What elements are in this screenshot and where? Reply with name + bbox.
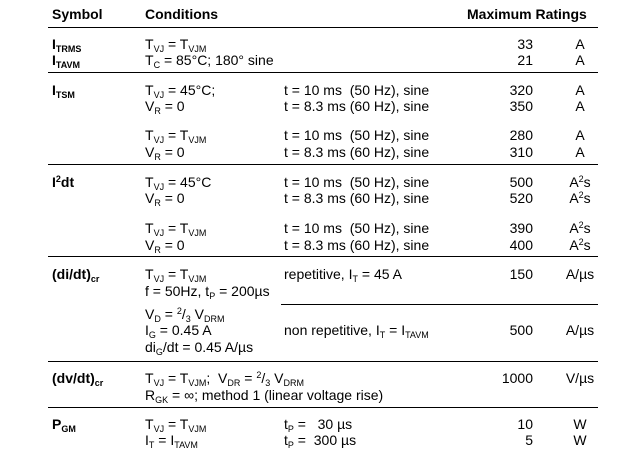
condition: $V_D = ^2/_3$ $V_{DRM}$ [145, 306, 225, 324]
rating-value: 310 [509, 144, 533, 160]
section-divider [48, 361, 598, 362]
condition: $R_{GK}$ = ∞; method 1 (linear voltage rise) [145, 387, 384, 405]
rating-value: 520 [509, 190, 533, 206]
rating-unit: A [575, 52, 585, 68]
rating-value: 500 [509, 174, 533, 190]
section-divider [48, 72, 598, 73]
rating-unit: $A^2s$ [569, 174, 591, 190]
condition: $di_G/dt = 0.45$ A/µs [145, 339, 254, 357]
rating-unit: $A^2s$ [569, 237, 591, 253]
rating-value: 400 [509, 237, 533, 253]
rating-unit: A [575, 82, 585, 98]
time-condition: t = 10 ms (50 Hz), sine [284, 174, 430, 190]
condition: $T_{VJ} = T_{VJM}$ [145, 266, 207, 284]
rating-value: 320 [509, 82, 533, 98]
symbol-pgm: $P_{GM}$ [52, 416, 76, 434]
time-condition: repetitive, $I_T = 45$ A [284, 266, 402, 284]
rating-value: 5 [525, 432, 533, 448]
condition: $I_G = 0.45$ A [145, 322, 212, 340]
condition: $V_R = 0$ [145, 237, 185, 255]
condition: $T_{VJ} = T_{VJM}$ [145, 416, 207, 434]
rating-unit: A [575, 36, 585, 52]
section-divider [48, 407, 598, 408]
time-condition: t = 10 ms (50 Hz), sine [284, 127, 430, 143]
sub-divider [281, 304, 598, 305]
condition: $T_{VJ} = 45^\circ C$; [145, 82, 216, 100]
section-divider [48, 164, 598, 165]
time-condition: non repetitive, $I_T = I_{TAVM}$ [284, 322, 429, 340]
rating-value: 21 [517, 52, 533, 68]
symbol-didt: $(di/dt)_{cr}$ [52, 266, 100, 284]
header-symbol: Symbol [52, 6, 103, 22]
rating-unit: W [573, 432, 587, 448]
condition: $T_{VJ} = T_{VJM}$; $V_{DR} = ^2/_3$ $V_{DRM}$ [145, 370, 304, 388]
time-condition: t = 10 ms (50 Hz), sine [284, 82, 430, 98]
time-condition: t = 8.3 ms (60 Hz), sine [284, 190, 430, 206]
condition: $V_R = 0$ [145, 98, 185, 116]
rating-value: 1000 [501, 370, 533, 386]
time-condition: t = 8.3 ms (60 Hz), sine [284, 144, 430, 160]
symbol-i2dt: $I^2dt$ [52, 174, 75, 190]
rating-unit: V/µs [565, 370, 595, 386]
header-max-ratings: Maximum Ratings [467, 6, 587, 22]
rating-value: 280 [509, 127, 533, 143]
rating-unit: A [575, 144, 585, 160]
rating-value: 150 [509, 266, 533, 282]
section-divider [48, 256, 598, 257]
condition: f = 50Hz, $t_P = 200\mu s$ [145, 283, 270, 301]
symbol-itavm: $I_{TAVM}$ [52, 52, 81, 70]
symbol-itsm: $I_{TSM}$ [52, 82, 75, 100]
rating-unit: $A^2s$ [569, 190, 591, 206]
condition: $T_C = 85^\circ C$; 180° sine [145, 52, 274, 70]
condition: $V_R = 0$ [145, 144, 185, 162]
time-condition: $t_P = 300$ µs [284, 432, 357, 450]
symbol-itrms: $I_{TRMS}$ [52, 36, 82, 54]
time-condition: t = 8.3 ms (60 Hz), sine [284, 237, 430, 253]
header-divider [48, 27, 598, 28]
condition: $V_R = 0$ [145, 190, 185, 208]
rating-value: 10 [517, 416, 533, 432]
condition: $T_{VJ} = T_{VJM}$ [145, 36, 207, 54]
condition: $T_{VJ} = 45^\circ C$ [145, 174, 212, 192]
rating-unit: A/µs [565, 322, 595, 338]
symbol-dvdt: $(dv/dt)_{cr}$ [52, 370, 104, 388]
condition: $I_T = I_{TAVM}$ [145, 432, 198, 450]
time-condition: t = 8.3 ms (60 Hz), sine [284, 98, 430, 114]
rating-value: 500 [509, 322, 533, 338]
rating-value: 350 [509, 98, 533, 114]
rating-unit: W [573, 416, 587, 432]
rating-unit: $A^2s$ [569, 220, 591, 236]
time-condition: t = 10 ms (50 Hz), sine [284, 220, 430, 236]
rating-value: 33 [517, 36, 533, 52]
rating-value: 390 [509, 220, 533, 236]
condition: $T_{VJ} = T_{VJM}$ [145, 127, 207, 145]
condition: $T_{VJ} = T_{VJM}$ [145, 220, 207, 238]
time-condition: $t_P = 30$ µs [284, 416, 353, 434]
rating-unit: A/µs [565, 266, 595, 282]
rating-unit: A [575, 98, 585, 114]
header-conditions: Conditions [145, 6, 219, 22]
rating-unit: A [575, 127, 585, 143]
